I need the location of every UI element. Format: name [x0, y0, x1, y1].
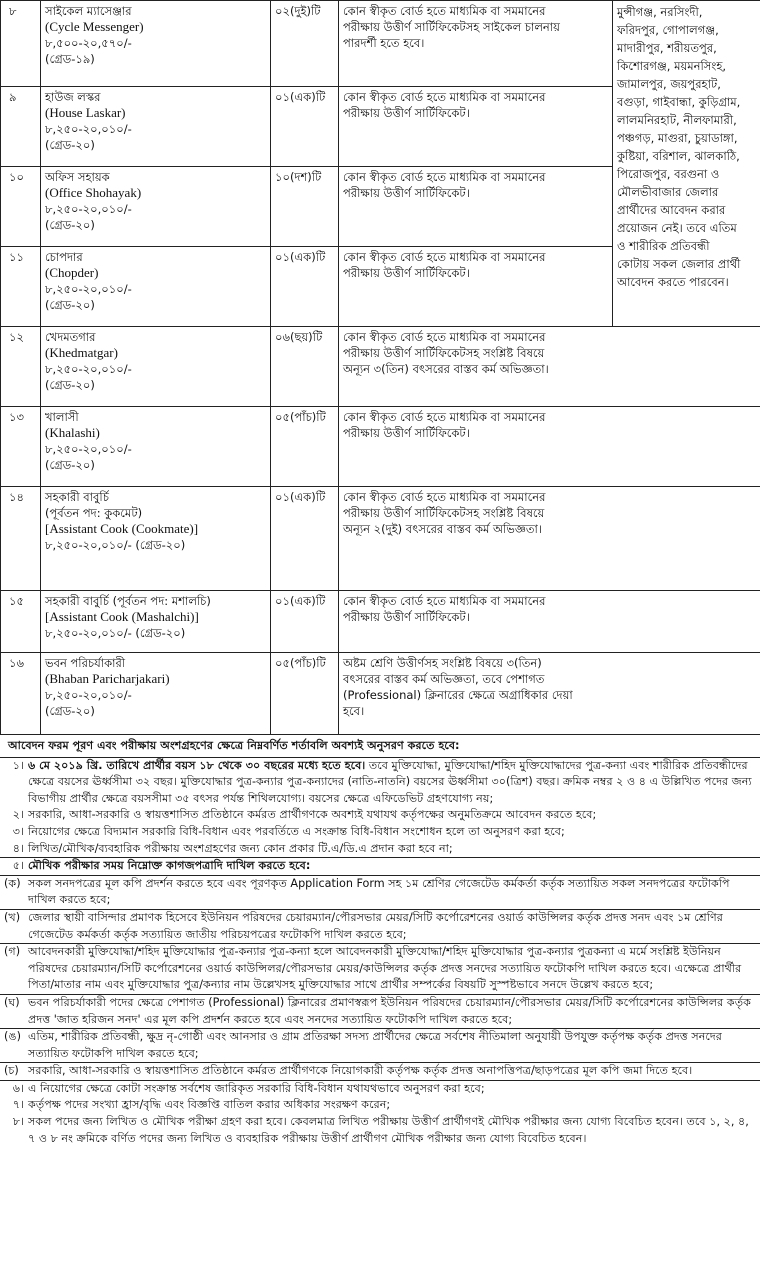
note-line: কিশোরগঞ্জ, ময়মনসিংহ, [617, 59, 727, 73]
condition-number: ৫। [12, 859, 24, 873]
post-name-cell [41, 327, 271, 407]
table-row [1, 1, 760, 87]
condition-item [0, 841, 760, 858]
condition-item [0, 807, 760, 824]
table-row [1, 407, 760, 487]
condition-item [0, 758, 760, 808]
pay-scale: ৮,৫০০-২০,৫৭০/- [45, 36, 132, 50]
condition-number: ৪। [12, 841, 24, 855]
post-name-en: [Assistant Cook (Cookmate)] [45, 521, 199, 536]
condition-text: সরকারি, আধা-সরকারি ও স্বায়ত্তশাসিত প্রতিষ্ঠানে কর্মরত প্রার্থীগণকে অবশ্যই যথাযথ কর্তৃপক্ষের অনুমতিক্রমে আবেদন করতে হবে; [28, 808, 597, 822]
post-count: ০৬(ছয়)টি [271, 327, 339, 407]
document-text: এতিম, শারীরিক প্রতিবন্ধী, ক্ষুদ্র নৃ-গোষ্ঠী এবং আনসার ও গ্রাম প্রতিরক্ষা সদস্য প্রার্থীদের ক্ষেত্রে সর্বশেষ নীতিমালা অনুযায়ী উপযুক্ত কর্তৃপক্ষ কর্তৃক প্রদত্ত সনদের সত্যায়িত ফটোকপি দাখিল করতে হবে; [28, 1030, 722, 1060]
document-item [0, 875, 760, 909]
document-letter: (ঘ) [4, 995, 20, 1009]
conditions-section [0, 736, 760, 1147]
condition-bold-text: মৌখিক পরীক্ষার সময় নিম্নোক্ত কাগজপত্রাদি দাখিল করতে হবে: [28, 859, 311, 873]
post-name-bn: সহকারী বাবুর্চি [45, 490, 109, 504]
condition-number: ৮। [12, 1115, 24, 1129]
post-name-en: (Khalashi) [45, 425, 100, 440]
document-letter: (খ) [4, 910, 21, 924]
qualification-line: পরীক্ষায় উত্তীর্ণ সার্টিফিকেটসহ সাইকেল চালনায় [343, 20, 560, 34]
row-number: ৯ [1, 87, 41, 167]
post-count: ১০(দশ)টি [271, 167, 339, 247]
qualification-cell [339, 591, 760, 653]
qualification-cell [339, 247, 613, 327]
condition-item [0, 1114, 760, 1147]
qualification-line: কোন স্বীকৃত বোর্ড হতে মাধ্যমিক বা সমমানের [343, 170, 546, 184]
row-number: ১৫ [1, 591, 41, 653]
post-name-cell [41, 247, 271, 327]
qualification-line: পরীক্ষায় উত্তীর্ণ সার্টিফিকেট। [343, 610, 470, 624]
post-count: ০১(এক)টি [271, 591, 339, 653]
conditions-heading: আবেদন ফরম পূরণ এবং পরীক্ষায় অংশগ্রহণের ক্ষেত্রে নিম্নবর্ণিত শর্তাবলি অবশ্যই অনুসরণ করতে হবে: [8, 739, 460, 752]
post-name-en: [Assistant Cook (Mashalchi)] [45, 609, 199, 624]
note-line: মাদারীপুর, শরীয়তপুর, [617, 41, 717, 55]
qualification-line: পরীক্ষায় উত্তীর্ণ সার্টিফিকেট। [343, 106, 470, 120]
post-name-en: (Khedmatgar) [45, 345, 118, 360]
post-name-bn: চোপদার [45, 250, 83, 264]
qualification-line: পারদর্শী হতে হবে। [343, 36, 425, 50]
table-row [1, 591, 760, 653]
pay-scale: ৮,২৫০-২০,০১০/- [45, 442, 132, 456]
post-name-en: (House Laskar) [45, 105, 126, 120]
table-row [1, 653, 760, 735]
pay-scale: ৮,২৫০-২০,০১০/- [45, 362, 132, 376]
note-line: জামালপুর, জয়পুরহাট, [617, 77, 721, 91]
document-text: ভবন পরিচর্যাকারী পদের ক্ষেত্রে পেশাগত (Professional) ক্লিনারের প্রমাণস্বরূপ ইউনিয়ন পরিষদের চেয়ারম্যান/পৌরসভার মেয়র/সিটি কর্পোরেশনের কাউন্সিলর কর্তৃক প্রদত্ত 'জাত হরিজন সনদ' এর মূল কপি প্রদর্শন করতে হবে এবং সনদের সত্যায়িত ফটোকপি দাখিল করতে হবে; [28, 995, 751, 1026]
qualification-line: অন্যূন ২(দুই) বৎসরের বাস্তব কর্ম অভিজ্ঞতা। [343, 522, 542, 536]
post-name-cell [41, 87, 271, 167]
post-count: ০৫(পাঁচ)টি [271, 407, 339, 487]
qualification-line: কোন স্বীকৃত বোর্ড হতে মাধ্যমিক বা সমমানের [343, 330, 546, 344]
condition-bold-text: ৬ মে ২০১৯ খ্রি. তারিখে প্রার্থীর বয়স ১৮ থেকে ৩০ বছরের মধ্যে হতে হবে। [28, 758, 366, 772]
qualification-line: বৎসরের বাস্তব কর্ম অভিজ্ঞতা, তবে পেশাগত [343, 672, 545, 686]
qualification-cell [339, 487, 760, 591]
document-text: সকল সনদপত্রের মূল কপি প্রদর্শন করতে হবে এবং পূরণকৃত Application Form সহ ১ম শ্রেণির গেজেটেড কর্মকর্তা কর্তৃক সত্যায়িত সকল সনদপত্রের ফটোকপি দাখিল করতে হবে; [28, 876, 730, 907]
post-name-bn: অফিস সহায়ক [45, 170, 110, 184]
qualification-line: কোন স্বীকৃত বোর্ড হতে মাধ্যমিক বা সমমানের [343, 4, 546, 18]
post-count: ০২(দুই)টি [271, 1, 339, 87]
district-note-cell [613, 1, 760, 327]
condition-number: ২। [12, 808, 24, 822]
condition-item [0, 1097, 760, 1114]
document-letter: (গ) [4, 945, 21, 959]
qualification-line: কোন স্বীকৃত বোর্ড হতে মাধ্যমিক বা সমমানের [343, 410, 546, 424]
note-line: কুষ্টিয়া, বরিশাল, ঝালকাঠি, [617, 149, 740, 163]
pay-scale: ৮,২৫০-২০,০১০/- (গ্রেড-২০) [45, 626, 186, 640]
post-name-cell [41, 1, 271, 87]
document-letter: (চ) [4, 1064, 19, 1078]
grade: (গ্রেড-২০) [45, 458, 95, 472]
post-name-en: (Chopder) [45, 265, 99, 280]
qualification-cell [339, 1, 613, 87]
note-line: আবেদন করতে পারবেন। [617, 275, 729, 289]
note-line: মৌলভীবাজার জেলার [617, 185, 719, 199]
qualification-line: কোন স্বীকৃত বোর্ড হতে মাধ্যমিক বা সমমানের [343, 250, 546, 264]
qualification-line: (Professional) ক্লিনারের ক্ষেত্রে অগ্রাধিকার দেয়া [343, 688, 573, 702]
table-row [1, 487, 760, 591]
condition-number: ৭। [12, 1098, 24, 1112]
qualification-line: কোন স্বীকৃত বোর্ড হতে মাধ্যমিক বা সমমানের [343, 490, 546, 504]
post-name-cell [41, 167, 271, 247]
qualification-line: পরীক্ষায় উত্তীর্ণ সার্টিফিকেটসহ সংশ্লিষ্ট বিষয়ে [343, 346, 545, 360]
grade: (গ্রেড-২০) [45, 704, 95, 718]
grade: (গ্রেড-১৯) [45, 52, 95, 66]
qualification-cell [339, 327, 760, 407]
note-line: ফরিদপুর, গোপালগঞ্জ, [617, 23, 719, 37]
row-number: ১১ [1, 247, 41, 327]
qualification-cell [339, 407, 760, 487]
qualification-line: পরীক্ষায় উত্তীর্ণ সার্টিফিকেট। [343, 186, 470, 200]
row-number: ১০ [1, 167, 41, 247]
qualification-line: পরীক্ষায় উত্তীর্ণ সার্টিফিকেটসহ সংশ্লিষ্ট বিষয়ে [343, 506, 545, 520]
document-letter: (ক) [4, 876, 21, 890]
document-text: আবেদনকারী মুক্তিযোদ্ধা/শহিদ মুক্তিযোদ্ধার পুত্র-কন্যার পুত্র-কন্যা হলে আবেদনকারী মুক্তিযোদ্ধা/শহিদ মুক্তিযোদ্ধার পুত্র-কন্যার পুত্রকন্যা এ মর্মে সংশ্লিষ্ট ইউনিয়ন পরিষদের চেয়ারম্যান/সিটি কর্পোরেশনের ওয়ার্ড কাউন্সিলর/পৌরসভার মেয়র/কাউন্সিলর কর্তৃক প্রদত্ত সনদের সত্যায়িত ফটোকপি দাখিল করতে হবে। এক্ষেত্রে প্রার্থীর পিতা/মাতার নাম এবং মুক্তিযোদ্ধার পুত্র/কন্যার নাম উল্লেখসহ মুক্তিযোদ্ধার সাথে প্রার্থীর সম্পর্কের বিষয়টি সুস্পষ্টভাবে সনদে উল্লেখ করতে হবে; [28, 945, 742, 992]
qualification-line: কোন স্বীকৃত বোর্ড হতে মাধ্যমিক বা সমমানের [343, 90, 546, 104]
note-line: বগুড়া, গাইবান্ধা, কুড়িগ্রাম, [617, 95, 741, 109]
note-line: লালমনিরহাট, নীলফামারী, [617, 113, 737, 127]
pay-scale: ৮,২৫০-২০,০১০/- [45, 122, 132, 136]
row-number: ৮ [1, 1, 41, 87]
grade: (গ্রেড-২০) [45, 298, 95, 312]
condition-text: কর্তৃপক্ষ পদের সংখ্যা হ্রাস/বৃদ্ধি এবং বিজ্ঞপ্তি বাতিল করার অধিকার সংরক্ষণ করেন; [28, 1098, 391, 1112]
document-item [0, 994, 760, 1028]
grade: (গ্রেড-২০) [45, 218, 95, 232]
condition-number: ৬। [12, 1081, 24, 1095]
document-letter: (ঙ) [4, 1030, 21, 1044]
note-line: পিরোজপুর, বরগুনা ও [617, 167, 720, 181]
row-number: ১২ [1, 327, 41, 407]
post-name-bn: খালাসী [45, 410, 79, 424]
pay-scale: ৮,২৫০-২০,০১০/- [45, 688, 132, 702]
note-line: পঞ্চগড়, মাগুরা, চুয়াডাঙ্গা, [617, 131, 738, 145]
condition-item [0, 1081, 760, 1098]
document-item [0, 943, 760, 994]
qualification-cell [339, 167, 613, 247]
table-row [1, 327, 760, 407]
post-count: ০১(এক)টি [271, 487, 339, 591]
pay-scale: ৮,২৫০-২০,০১০/- [45, 202, 132, 216]
post-name-en: (Bhaban Paricharjakari) [45, 671, 170, 686]
condition-number: ১। [12, 758, 24, 772]
qualification-cell [339, 87, 613, 167]
note-line: প্রয়োজন নেই। তবে এতিম [617, 221, 737, 235]
condition-text: এ নিয়োগের ক্ষেত্রে কোটা সংক্রান্ত সর্বশেষ জারিকৃত সরকারি বিধি-বিধান যথাযথভাবে অনুসরণ করা হবে; [28, 1081, 485, 1095]
row-number: ১৪ [1, 487, 41, 591]
row-number: ১৬ [1, 653, 41, 735]
document-item [0, 1062, 760, 1080]
condition-text: তবে মুক্তিযোদ্ধা, মুক্তিযোদ্ধা/শহিদ মুক্তিযোদ্ধাদের পুত্র-কন্যা এবং শারীরিক প্রতিবন্ধীদের ক্ষেত্রে বয়সের ঊর্ধ্বসীমা ৩২ বছর। মুক্তিযোদ্ধার পুত্র-কন্যার পুত্র-কন্যাদের (নাতি-নাতনি) বয়সের ঊর্ধ্বসীমা ৩০(ত্রিশ) বছর। ক্রমিক নম্বর ২ ও ৪ এ উল্লিখিত পদের জন্য বিভাগীয় প্রার্থীর ক্ষেত্রে বয়সসীমা ৩৫ বৎসর পর্যন্ত শিথিলযোগ্য। বয়সের ক্ষেত্রে এফিডেভিট গ্রহণযোগ্য নয়; [28, 758, 752, 805]
post-name-cell [41, 487, 271, 591]
condition-item [0, 824, 760, 841]
post-name-bn: ভবন পরিচর্যাকারী [45, 656, 126, 670]
condition-text: নিয়োগের ক্ষেত্রে বিদ্যমান সরকারি বিধি-বিধান এবং পরবর্তিতে এ সংক্রান্ত বিধি-বিধান সংশোধন হলে তা অনুসরণ করা হবে; [28, 824, 565, 838]
post-count: ০৫(পাঁচ)টি [271, 653, 339, 735]
document-text: জেলার স্থায়ী বাসিন্দার প্রমাণক হিসেবে ইউনিয়ন পরিষদের চেয়ারম্যান/পৌরসভার মেয়র/সিটি কর্পোরেশনের ওয়ার্ড কাউন্সিলর কর্তৃক প্রদত্ত সনদ এবং ১ম শ্রেণির গেজেটেড কর্মকর্তা কর্তৃক সত্যায়িত জাতীয় পরিচয়পত্রের ফটোকপি দাখিল করতে হবে; [28, 910, 723, 941]
qualification-line: অন্যূন ৩(তিন) বৎসরের বাস্তব কর্ম অভিজ্ঞতা। [343, 362, 549, 376]
pay-scale: ৮,২৫০-২০,০১০/- [45, 282, 132, 296]
post-former-name: (পূর্বতন পদ: কুকমেট) [45, 506, 143, 520]
qualification-line: পরীক্ষায় উত্তীর্ণ সার্টিফিকেট। [343, 266, 470, 280]
post-name-bn: সাইকেল ম্যাসেঞ্জার [45, 4, 132, 18]
note-line: প্রার্থীদের আবেদন করার [617, 203, 726, 217]
document-text: সরকারি, আধা-সরকারি ও স্বায়ত্তশাসিত প্রতিষ্ঠানে কর্মরত প্রার্থীগণকে নিয়োগকারী কর্তৃপক্ষ কর্তৃক প্রদত্ত অনাপত্তিপত্র/ছাড়পত্রের মূল কপি জমা দিতে হবে। [28, 1064, 693, 1078]
post-name-cell [41, 591, 271, 653]
condition-item [0, 858, 760, 875]
grade: (গ্রেড-২০) [45, 378, 95, 392]
document-item [0, 909, 760, 943]
note-line: মুন্সীগঞ্জ, নরসিংদী, [617, 5, 703, 19]
note-line: কোটায় সকল জেলার প্রার্থী [617, 257, 741, 271]
post-count: ০১(এক)টি [271, 247, 339, 327]
row-number: ১৩ [1, 407, 41, 487]
qualification-line: হবে। [343, 704, 365, 718]
qualification-line: পরীক্ষায় উত্তীর্ণ সার্টিফিকেট। [343, 426, 470, 440]
pay-scale: ৮,২৫০-২০,০১০/- (গ্রেড-২০) [45, 538, 186, 552]
post-name-en: (Office Shohayak) [45, 185, 142, 200]
post-name-bn: হাউজ লস্কর [45, 90, 101, 104]
post-name-bn: সহকারী বাবুর্চি (পূর্বতন পদ: মশালচি) [45, 594, 211, 608]
condition-text: সকল পদের জন্য লিখিত ও মৌখিক পরীক্ষা গ্রহণ করা হবে। কেবলমাত্র লিখিত পরীক্ষায় উত্তীর্ণ প্রার্থীগণই মৌখিক পরীক্ষার জন্য যোগ্য বিবেচিত হবেন। তবে ১, ২, ৪, ৭ ও ৮ নং ক্রমিকে বর্ণিত পদের জন্য লিখিত ও ব্যবহারিক পরীক্ষায় উত্তীর্ণ প্রার্থীগণ মৌখিক পরীক্ষার জন্য যোগ্য বিবেচিত হবেন। [28, 1115, 749, 1145]
qualification-line: কোন স্বীকৃত বোর্ড হতে মাধ্যমিক বা সমমানের [343, 594, 546, 608]
post-count: ০১(এক)টি [271, 87, 339, 167]
condition-number: ৩। [12, 824, 24, 838]
qualification-cell [339, 653, 760, 735]
post-name-cell [41, 407, 271, 487]
post-name-en: (Cycle Messenger) [45, 19, 144, 34]
document-item [0, 1028, 760, 1062]
note-line: ও শারীরিক প্রতিবন্ধী [617, 239, 710, 253]
post-name-bn: খেদমতগার [45, 330, 96, 344]
condition-text: লিখিত/মৌখিক/ব্যবহারিক পরীক্ষায় অংশগ্রহণের জন্য কোন প্রকার টি.এ/ডি.এ প্রদান করা হবে না; [28, 841, 453, 855]
grade: (গ্রেড-২০) [45, 138, 95, 152]
qualification-line: অষ্টম শ্রেণি উত্তীর্ণসহ সংশ্লিষ্ট বিষয়ে ৩(তিন) [343, 656, 542, 670]
post-name-cell [41, 653, 271, 735]
